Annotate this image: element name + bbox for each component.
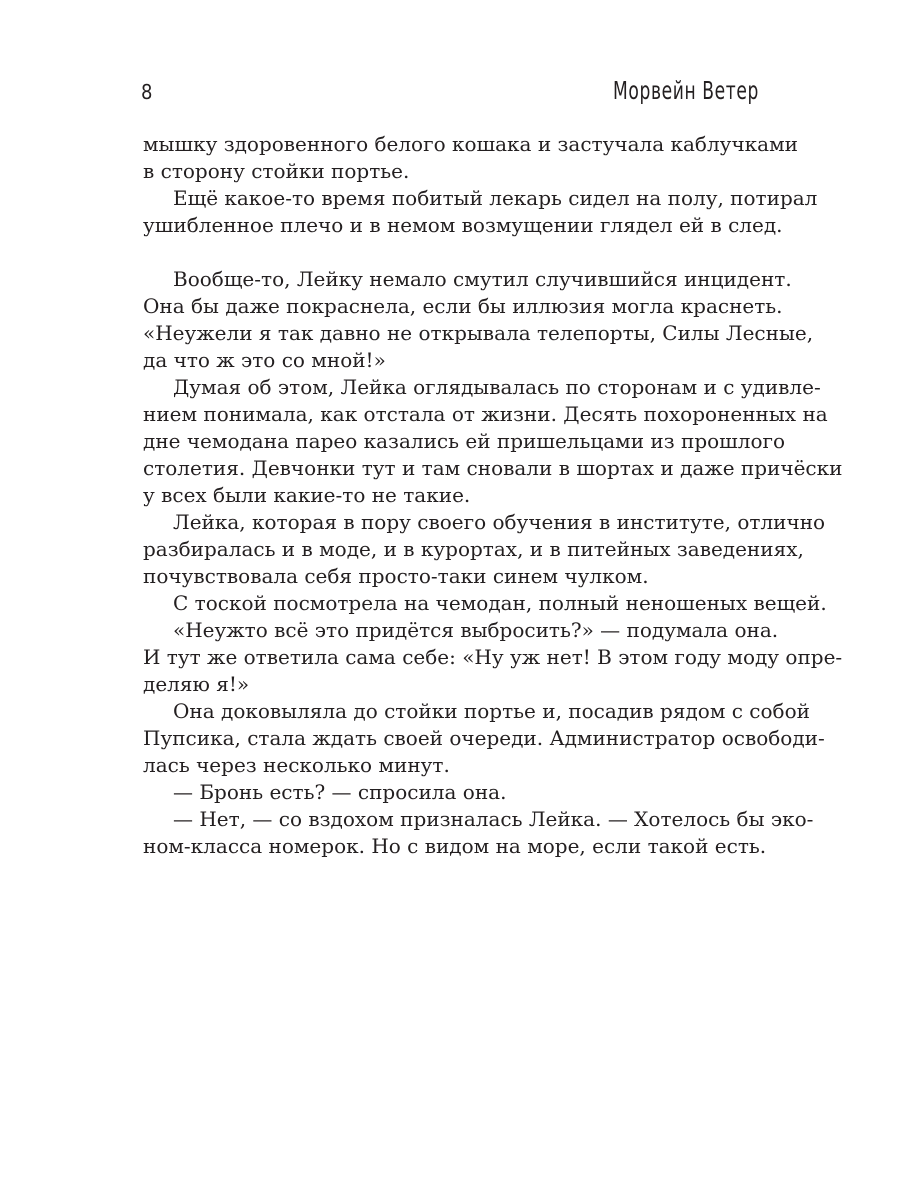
text-line: Лейка, которая в пору своего обучения в институте, отлично <box>173 510 826 534</box>
text-line: да что ж это со мной!» <box>143 348 386 372</box>
text-line: ушибленное плечо и в немом возмущении глядел ей в след. <box>143 213 783 237</box>
running-title: Морвейн Ветер <box>613 76 759 105</box>
body-text <box>143 131 843 860</box>
text-line: столетия. Девчонки тут и там сновали в шортах и даже причёски <box>143 456 843 480</box>
text-line: И тут же ответила сама себе: «Ну уж нет! В этом году моду опре- <box>143 645 843 669</box>
text-line: разбиралась и в моде, и в курортах, и в питейных заведениях, <box>143 537 804 561</box>
text-line: ном-класса номерок. Но с видом на море, если такой есть. <box>143 834 767 858</box>
page-number: 8 <box>141 80 153 104</box>
text-line: нием понимала, как отстала от жизни. Десять похороненных на <box>143 402 828 426</box>
text-line: Думая об этом, Лейка оглядывалась по сторонам и с удивле- <box>173 375 821 399</box>
text-line: Она доковыляла до стойки портье и, посадив рядом с собой <box>173 699 810 723</box>
text-line: лась через несколько минут. <box>143 753 450 777</box>
text-line: в сторону стойки портье. <box>143 159 410 183</box>
text-line: — Нет, — со вздохом призналась Лейка. — Хотелось бы эко- <box>173 807 814 831</box>
text-line: Она бы даже покраснела, если бы иллюзия могла краснеть. <box>143 294 783 318</box>
text-line: Пупсика, стала ждать своей очереди. Администратор освободи- <box>143 726 825 750</box>
text-line: Ещё какое-то время побитый лекарь сидел на полу, потирал <box>173 186 818 210</box>
text-line: деляю я!» <box>143 672 250 696</box>
text-line: «Неужели я так давно не открывала телепорты, Силы Лесные, <box>143 321 814 345</box>
text-line: мышку здоровенного белого кошака и застучала каблучками <box>143 132 798 156</box>
section-break <box>143 239 758 266</box>
text-line: Вообще-то, Лейку немало смутил случившийся инцидент. <box>173 267 792 291</box>
page-header <box>141 76 759 108</box>
text-line: — Бронь есть? — спросила она. <box>173 780 507 804</box>
text-line: «Неужто всё это придётся выбросить?» — подумала она. <box>173 618 779 642</box>
text-line: дне чемодана парео казались ей пришельцами из прошлого <box>143 429 786 453</box>
text-line: С тоской посмотрела на чемодан, полный неношеных вещей. <box>173 591 827 615</box>
text-line: почувствовала себя просто-таки синем чулком. <box>143 564 649 588</box>
text-line: у всех были какие-то не такие. <box>143 483 471 507</box>
